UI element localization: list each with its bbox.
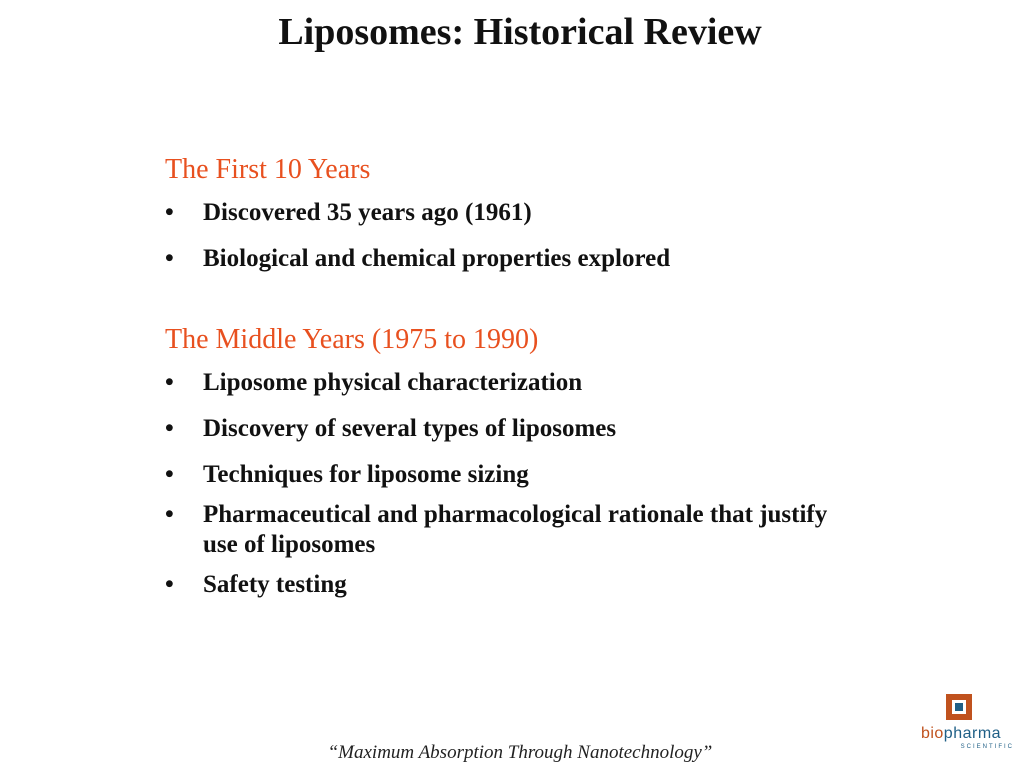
list-item-text: Pharmaceutical and pharmacological rationale that justify use of liposomes	[203, 501, 828, 558]
bullet-icon: •	[165, 501, 174, 528]
logo-word-pharma: pharma	[943, 725, 1002, 742]
bullet-icon: •	[165, 199, 174, 226]
bullet-icon: •	[165, 415, 174, 442]
logo-mark-icon	[946, 694, 972, 720]
list-item	[165, 414, 843, 444]
list-item-text: Biological and chemical properties explored	[203, 245, 671, 272]
list-item	[165, 460, 843, 490]
list-item	[165, 198, 670, 228]
biopharma-logo	[908, 694, 1014, 754]
bullet-icon: •	[165, 245, 174, 272]
list-item	[165, 244, 670, 274]
list-item	[165, 570, 843, 600]
list-item	[165, 500, 843, 560]
list-item	[165, 368, 843, 398]
logo-wordmark	[908, 726, 1014, 742]
bullet-icon: •	[165, 369, 174, 396]
bullet-icon: •	[165, 461, 174, 488]
list-item-text: Discovered 35 years ago (1961)	[203, 199, 532, 226]
slide-title: Liposomes: Historical Review	[278, 11, 762, 53]
section-heading: The First 10 Years	[165, 154, 371, 185]
bullet-list	[165, 198, 670, 274]
bullet-icon: •	[165, 571, 174, 598]
logo-subtitle: SCIENTIFIC	[960, 744, 1014, 750]
section-first-10-years	[165, 156, 670, 290]
logo-word-bio: bio	[920, 725, 944, 742]
list-item-text: Liposome physical characterization	[203, 369, 583, 396]
footer-tagline: “Maximum Absorption Through Nanotechnology”	[327, 742, 713, 763]
list-item-text: Safety testing	[203, 571, 347, 598]
list-item-text: Techniques for liposome sizing	[203, 461, 529, 488]
section-middle-years	[165, 326, 843, 616]
section-heading: The Middle Years (1975 to 1990)	[165, 324, 539, 355]
list-item-text: Discovery of several types of liposomes	[203, 415, 617, 442]
bullet-list	[165, 368, 843, 600]
